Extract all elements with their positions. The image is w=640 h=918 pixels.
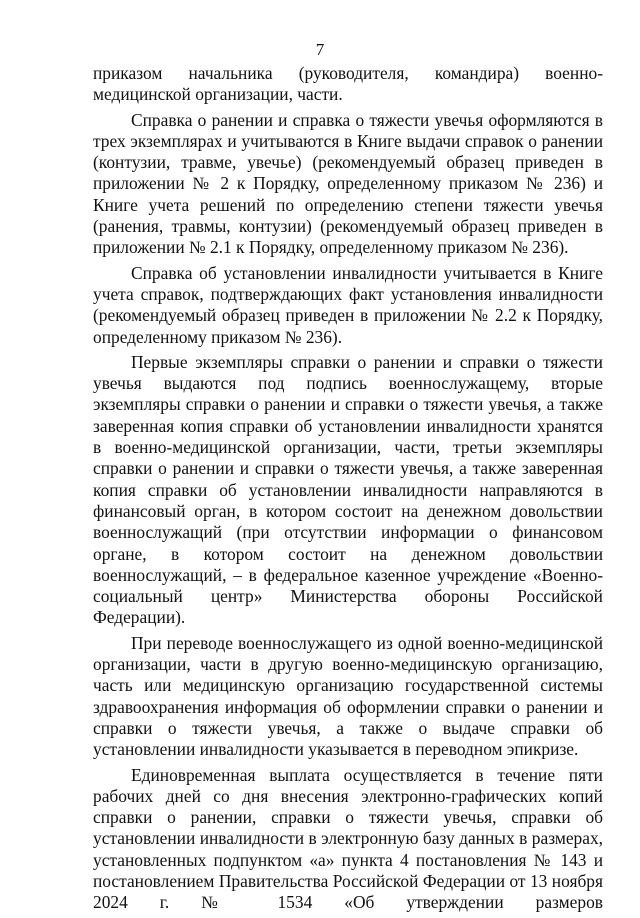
paragraph-copies-distribution: Первые экземпляры справки о ранении и справки о тяжести увечья выдаются под подпись военнослужащему, вторые экземпляры справки о ранении и справки о тяжести увечья, а также заверенная копия справки об установлении инвалидности хранятся в военно-медицинской организации, части, третьи экземпляры справки о ранении и справки о тяжести увечья, а также заверенная копия справки об установлении инвалидности направляются в финансовый орган, в котором состоит на денежном довольствии военнослужащий (при отсутствии информации о финансовом органе, в котором состоит на денежном довольствии военнослужащий, – в федеральное казенное учреждение «Военно-социальный центр» Министерства обороны Российской Федерации).	[93, 351, 603, 628]
paragraph-certificates-registration: Справка о ранении и справка о тяжести увечья оформляются в трех экземплярах и учитываются в Книге выдачи справок о ранении (контузии, травме, увечье) (рекомендуемый образец приведен в приложении № 2 к Порядку, определенному приказом № 236) и Книге учета решений по определению степени тяжести увечья (ранения, травмы, контузии) (рекомендуемый образец приведен в приложении № 2.1 к Порядку, определенному приказом № 236).	[93, 109, 603, 258]
paragraph-disability-certificate-book: Справка об установлении инвалидности учитывается в Книге учета справок, подтверждающих факт установления инвалидности (рекомендуемый образец приведен в приложении № 2.2 к Порядку, определенному приказом № 236).	[93, 262, 603, 347]
paragraph-transfer-epicrisis: При переводе военнослужащего из одной военно-медицинской организации, части в другую военно-медицинскую организацию, часть или медицинскую организацию государственной системы здравоохранения информация об оформлении справки о ранении и справки о тяжести увечья, а также о выдаче справки об установлении инвалидности указывается в переводном эпикризе.	[93, 632, 603, 760]
document-body	[93, 63, 603, 918]
paragraph-lump-sum-payment: Единовременная выплата осуществляется в течение пяти рабочих дней со дня внесения электронно-графических копий справки о ранении, справки о тяжести увечья, справки об установлении инвалидности в электронную базу данных в размерах, установленных подпунктом «а» пункта 4 постановления № 143 и постановлением Правительства Российской Федерации от 13 ноября 2024 г. № 1534 «Об утверждении размеров	[93, 764, 603, 913]
page-number: 7	[315, 40, 325, 59]
paragraph-continuation: приказом начальника (руководителя, командира) военно-медицинской организации, части.	[93, 63, 603, 105]
